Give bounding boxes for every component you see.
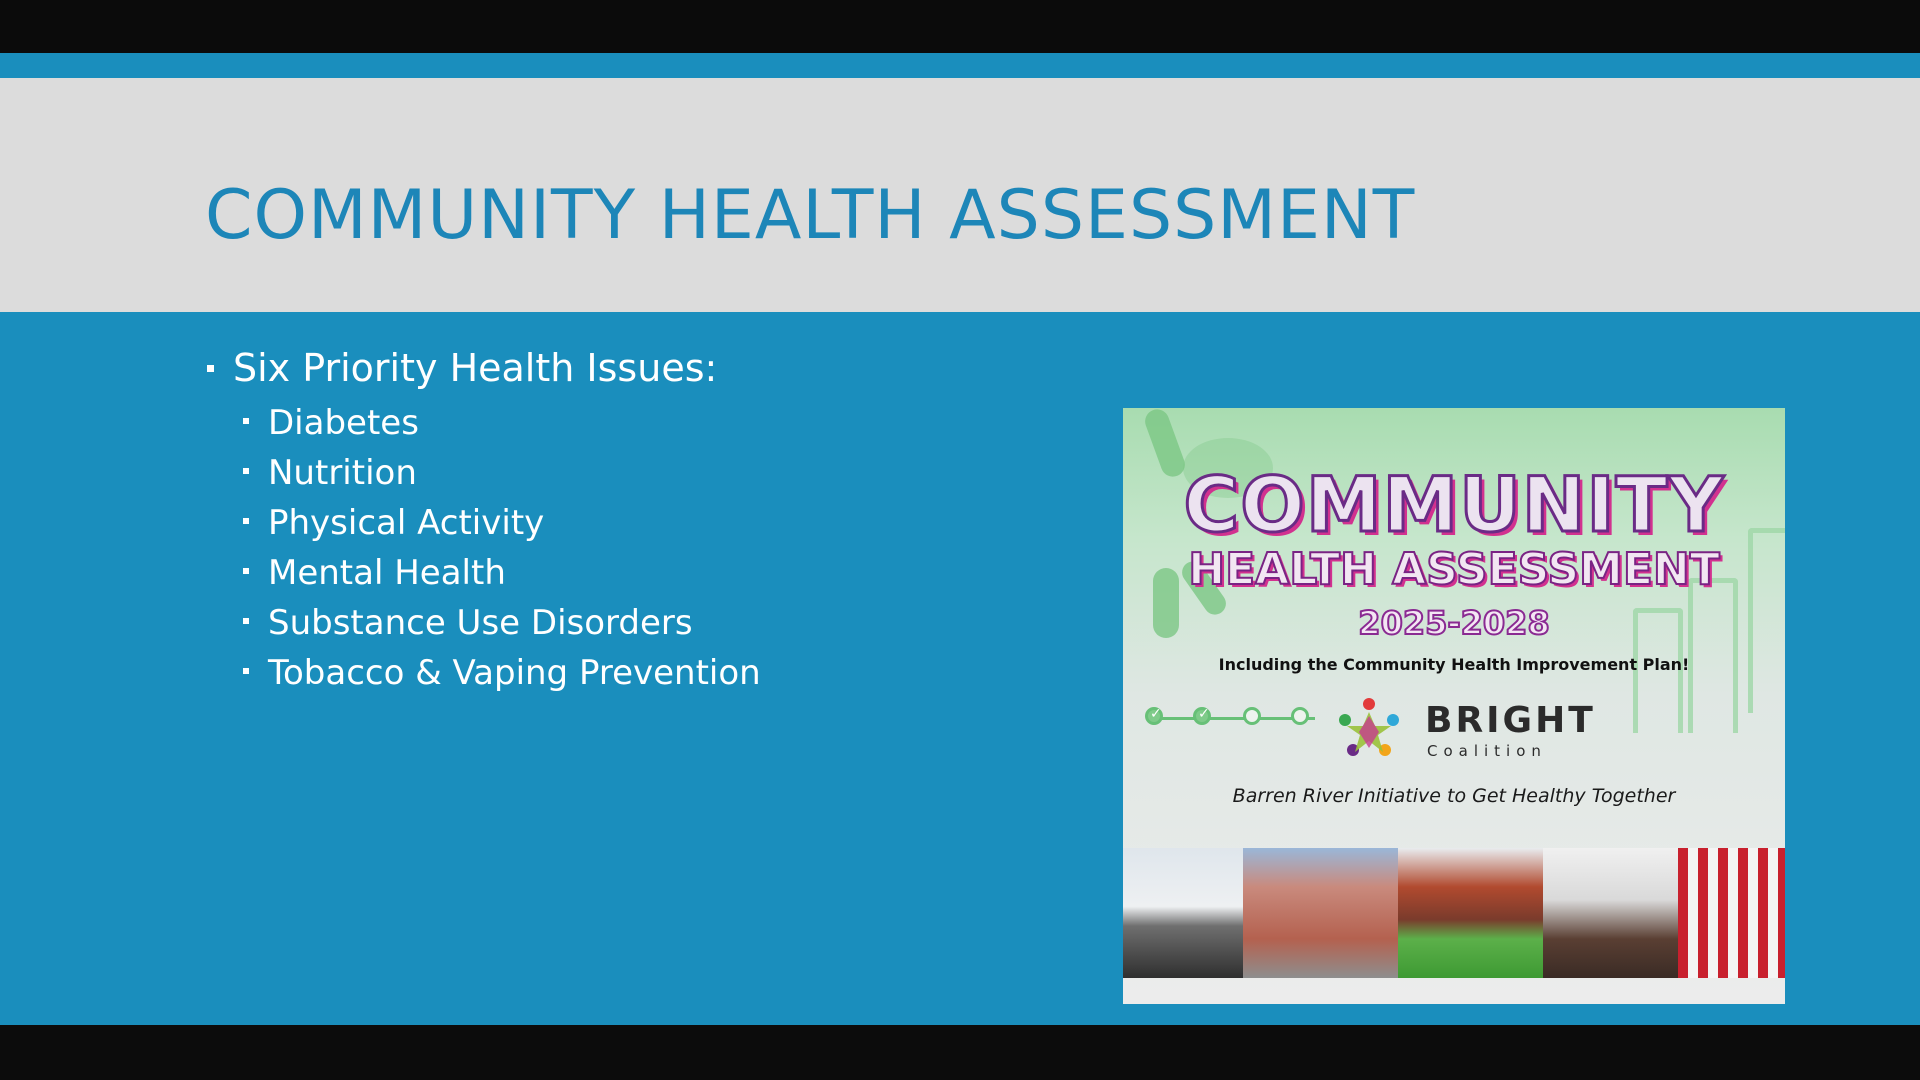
title-band bbox=[0, 78, 1920, 312]
slide-content bbox=[0, 312, 1920, 1025]
water-tower-photo bbox=[1678, 848, 1785, 978]
bullet-list bbox=[205, 344, 761, 698]
presentation-slide bbox=[0, 53, 1920, 1025]
brick-building-photo bbox=[1243, 848, 1398, 978]
main-bullet: Six Priority Health Issues: bbox=[205, 344, 761, 392]
poster-years: 2025-2028 bbox=[1358, 604, 1550, 642]
poster-tagline: Barren River Initiative to Get Healthy Together bbox=[1232, 785, 1676, 807]
progress-dots-graphic bbox=[1145, 705, 1325, 735]
courthouse-photo bbox=[1123, 848, 1243, 978]
sub-bullet-list bbox=[205, 398, 761, 698]
sub-bullet: Tobacco & Vaping Prevention bbox=[205, 648, 761, 698]
bright-coalition-logo-icon bbox=[1333, 692, 1405, 764]
accent-stripe bbox=[0, 53, 1920, 78]
horse-sculpture-photo bbox=[1543, 848, 1678, 978]
cha-poster-image bbox=[1123, 408, 1785, 1004]
sub-bullet: Substance Use Disorders bbox=[205, 598, 761, 648]
poster-title-line1: COMMUNITY bbox=[1183, 460, 1725, 549]
poster-subtitle: Including the Community Health Improvement Plan! bbox=[1218, 655, 1690, 674]
top-letterbox bbox=[0, 0, 1920, 53]
logo-name: BRIGHT bbox=[1425, 700, 1596, 741]
photo-strip bbox=[1123, 848, 1785, 978]
sub-bullet: Physical Activity bbox=[205, 498, 761, 548]
sub-bullet: Mental Health bbox=[205, 548, 761, 598]
slide-title: COMMUNITY HEALTH ASSESSMENT bbox=[205, 176, 1416, 255]
sub-bullet: Nutrition bbox=[205, 448, 761, 498]
logo-subtext: Coalition bbox=[1427, 742, 1547, 760]
poster-title-line2: HEALTH ASSESSMENT bbox=[1188, 544, 1720, 595]
barn-field-photo bbox=[1398, 848, 1543, 978]
sub-bullet: Diabetes bbox=[205, 398, 761, 448]
